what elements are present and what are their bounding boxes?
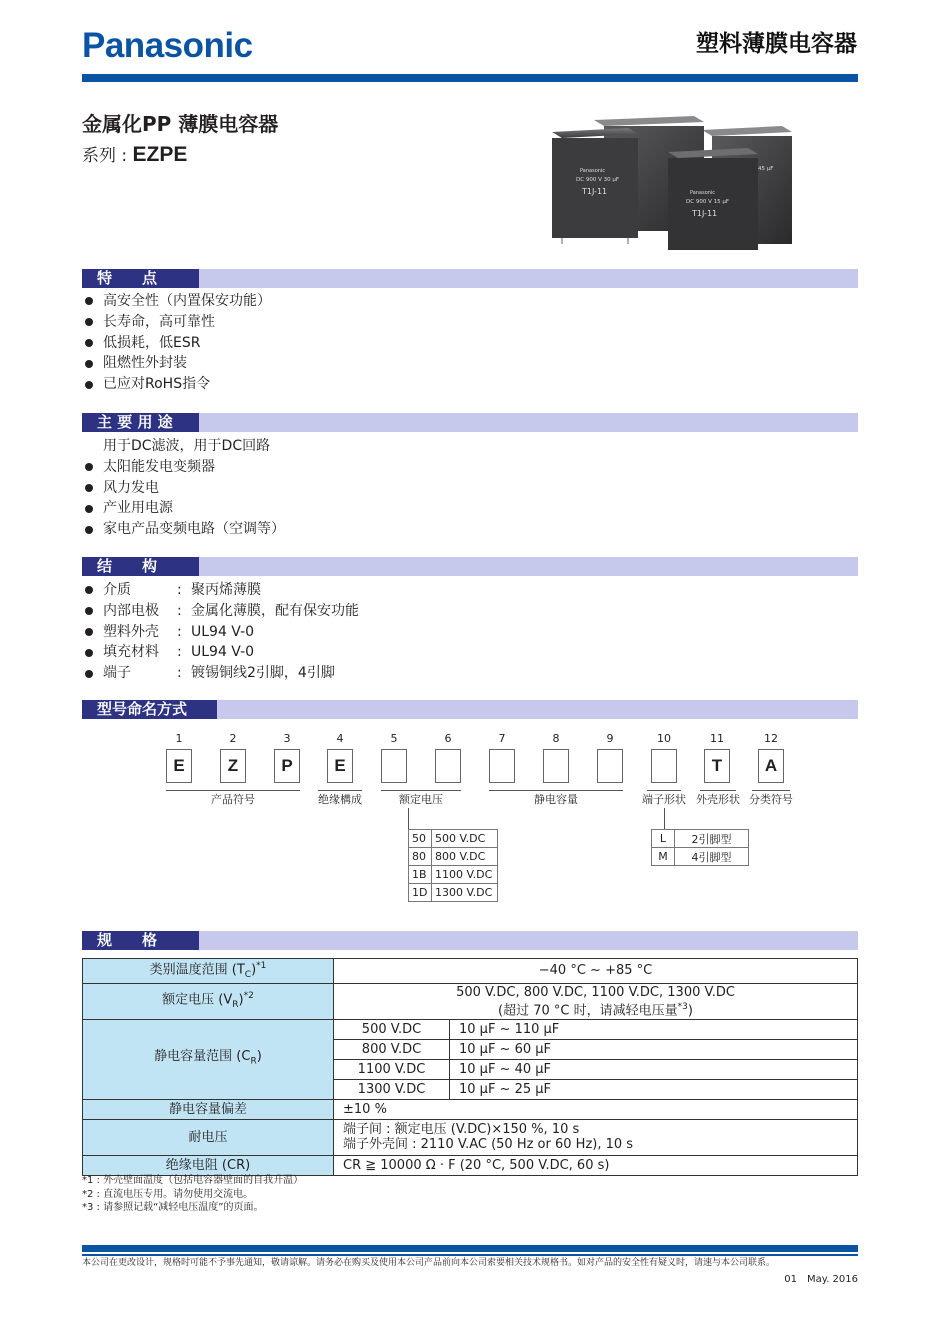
list-item: 已应对RoHS指令: [82, 374, 271, 395]
part-code-box: [651, 749, 677, 783]
spec-tol-value: ±10 %: [334, 1099, 858, 1119]
list-item: 内部电极 : 金属化薄膜，配有保安功能: [82, 601, 359, 622]
spec-cap-label: 静电容量范围 $(C_R)$: [83, 1019, 334, 1099]
features-list: [82, 291, 271, 395]
list-item: 低损耗，低ESR: [82, 333, 271, 354]
list-item: 阻燃性外封装: [82, 353, 271, 374]
caption-capacitance: 静电容量: [534, 793, 578, 806]
bullet-icon: [85, 463, 93, 471]
list-item: 介质 : 聚丙烯薄膜: [82, 580, 359, 601]
bullet-icon: [85, 484, 93, 492]
position-number: 3: [283, 732, 291, 745]
caption-case: 外壳形状: [696, 793, 740, 806]
list-item: 高安全性（内置保安功能）: [82, 291, 271, 312]
table-row: [83, 983, 858, 1019]
section-specs-title: 规 格: [82, 931, 199, 950]
cap2-code: T1J-11: [692, 209, 718, 218]
bullet-icon: [85, 586, 93, 594]
section-applications-header: [82, 413, 858, 432]
table-row: [83, 959, 858, 984]
table-row: M 4引脚型: [652, 848, 749, 866]
spec-withstand-value: 端子间 : 额定电压 (V.DC)×150 %, 10 s 端子外壳间 : 2110 V.AC (50 Hz or 60 Hz), 10 s: [334, 1119, 858, 1155]
list-intro: 用于DC滤波，用于DC回路: [103, 438, 271, 454]
position-number: 1: [175, 732, 183, 745]
bullet-icon: [85, 505, 93, 513]
table-row: [83, 1099, 858, 1119]
table-row: 800 V.DC 10 μF ~ 60 μF: [83, 1039, 858, 1059]
footnote: *3 : 请参照记载“减轻电压温度”的页面。: [82, 1202, 264, 1213]
list-item: 太阳能发电变频器: [82, 457, 285, 478]
group-line-voltage: [381, 790, 461, 791]
document-category: 塑料薄膜电容器: [696, 31, 857, 57]
section-specs-header: [82, 931, 858, 950]
position-number: 6: [444, 732, 452, 745]
bullet-icon: [85, 339, 93, 347]
footnote: *1 : 外壳壁面温度（包括电容器壁面的自我升温）: [82, 1175, 304, 1186]
product-photo: [552, 108, 812, 258]
part-code-box: [489, 749, 515, 783]
part-code-box: Z: [220, 749, 246, 783]
part-code-box: [381, 749, 407, 783]
table-row: 50 500 V.DC: [409, 830, 498, 848]
applications-list: [82, 436, 285, 540]
list-item: 填充材料 : UL94 V-0: [82, 642, 359, 663]
spec-table: [82, 958, 858, 1176]
position-number: 8: [552, 732, 560, 745]
voltage-code-table: [408, 829, 498, 902]
footer-rule: [82, 1245, 858, 1252]
cap1-brand: Panasonic: [580, 168, 606, 174]
spec-temp-label: 类别温度范围 $(T_C)^{*1}$: [83, 959, 334, 984]
table-row: 1B 1100 V.DC: [409, 866, 498, 884]
table-row: 1100 V.DC 10 μF ~ 40 μF: [83, 1059, 858, 1079]
part-code-box: A: [758, 749, 784, 783]
bullet-icon: [85, 649, 93, 657]
caption-class: 分类符号: [749, 793, 793, 806]
bullet-icon: [85, 318, 93, 326]
list-item: 家电产品变频电路（空调等）: [82, 519, 285, 540]
footnote: *2 : 直流电压专用。请勿使用交流电。: [82, 1188, 254, 1200]
part-code-box: T: [704, 749, 730, 783]
spec-ir-label: 绝缘电阻 (CR): [83, 1155, 334, 1175]
section-construction-header: [82, 557, 858, 576]
footer-disclaimer: 本公司在更改设计，规格时可能不予事先通知，敬请谅解。请务必在购买及使用本公司产品前向本公司索要相关技术规格书。如对产品的安全性有疑义时，请速与本公司联系。: [82, 1258, 776, 1268]
table-row: [83, 1155, 858, 1175]
part-code-box: E: [327, 749, 353, 783]
group-line-terminal: [647, 790, 681, 791]
bullet-icon: [85, 607, 93, 615]
position-number: 7: [498, 732, 506, 745]
part-code-box: E: [166, 749, 192, 783]
table-row: 静电容量范围 $(C_R)$ 500 V.DC 10 μF ~ 110 μF: [83, 1019, 858, 1039]
group-line-insulation: [318, 790, 362, 791]
group-line-capacitance: [489, 790, 623, 791]
spec-temp-value: −40 °C ~ +85 °C: [334, 959, 858, 984]
group-line-case: [700, 790, 736, 791]
table-row: L 2引脚型: [652, 830, 749, 848]
spec-ir-value: CR ≧ 10000 Ω · F (20 °C, 500 V.DC, 60 s): [334, 1155, 858, 1175]
table-row: 1300 V.DC 10 μF ~ 25 μF: [83, 1079, 858, 1099]
series-code: EZPE: [132, 143, 188, 166]
product-title: 金属化PP 薄膜电容器: [82, 112, 279, 136]
cap2-brand: Panasonic: [690, 190, 716, 196]
list-item: 风力发电: [82, 478, 285, 499]
terminal-code-table: [651, 829, 749, 866]
construction-list: [82, 580, 359, 684]
header-rule: [82, 74, 858, 82]
position-number: 12: [764, 732, 778, 745]
list-item: 长寿命，高可靠性: [82, 312, 271, 333]
series-label: 系列 :: [82, 146, 128, 166]
section-part-number-title: 型号命名方式: [82, 700, 217, 719]
footer-date: 01 May. 2016: [784, 1274, 858, 1285]
bullet-icon: [85, 360, 93, 368]
caption-product: 产品符号: [211, 793, 255, 806]
series-line: [82, 143, 187, 166]
section-applications-title: 主 要 用 途: [82, 413, 199, 432]
position-number: 11: [710, 732, 724, 745]
spec-tol-label: 静电容量偏差: [83, 1099, 334, 1119]
cap1-code: T1J-11: [582, 187, 608, 196]
position-number: 4: [336, 732, 344, 745]
table-row: 1D 1300 V.DC: [409, 884, 498, 902]
bullet-icon: [85, 628, 93, 636]
part-code-box: [435, 749, 461, 783]
bullet-icon: [85, 526, 93, 534]
section-part-number-header: [82, 700, 858, 719]
cap2-rating: DC 900 V 15 μF: [686, 199, 729, 205]
table-row: [83, 1119, 858, 1155]
list-item: 塑料外壳 : UL94 V-0: [82, 622, 359, 643]
caption-voltage: 额定电压: [399, 793, 443, 806]
connector-voltage: [408, 808, 409, 829]
section-features-header: [82, 269, 858, 288]
group-line-class: [752, 790, 790, 791]
cap3-rating: 45 μF: [758, 166, 774, 172]
caption-terminal: 端子形状: [642, 793, 686, 806]
bullet-icon: [85, 381, 93, 389]
caption-insulation: 绝缘構成: [318, 793, 362, 806]
group-line-product: [166, 790, 300, 791]
part-code-box: [597, 749, 623, 783]
footnotes: [82, 1174, 303, 1215]
panasonic-logo: Panasonic: [82, 26, 253, 65]
section-features-title: 特 点: [82, 269, 199, 288]
list-item: 产业用电源: [82, 498, 285, 519]
footer-rule-thin: [82, 1254, 858, 1256]
bullet-icon: [85, 670, 93, 678]
section-construction-title: 结 构: [82, 557, 199, 576]
spec-rated-value: 500 V.DC, 800 V.DC, 1100 V.DC, 1300 V.DC (超过 70 °C 时，请减轻电压量$^{*3}$): [334, 983, 858, 1019]
list-item: 端子 : 镀锡铜线2引脚，4引脚: [82, 663, 359, 684]
position-number: 5: [390, 732, 398, 745]
position-number: 2: [229, 732, 237, 745]
spec-withstand-label: 耐电压: [83, 1119, 334, 1155]
table-row: 80 800 V.DC: [409, 848, 498, 866]
connector-terminal: [664, 808, 665, 829]
position-number: 10: [657, 732, 671, 745]
bullet-icon: [85, 297, 93, 305]
cap1-rating: DC 900 V 30 μF: [576, 177, 619, 183]
position-number: 9: [606, 732, 614, 745]
spec-rated-label: 额定电压 $(V_R)^{*2}$: [83, 983, 334, 1019]
part-code-box: P: [274, 749, 300, 783]
part-code-box: [543, 749, 569, 783]
